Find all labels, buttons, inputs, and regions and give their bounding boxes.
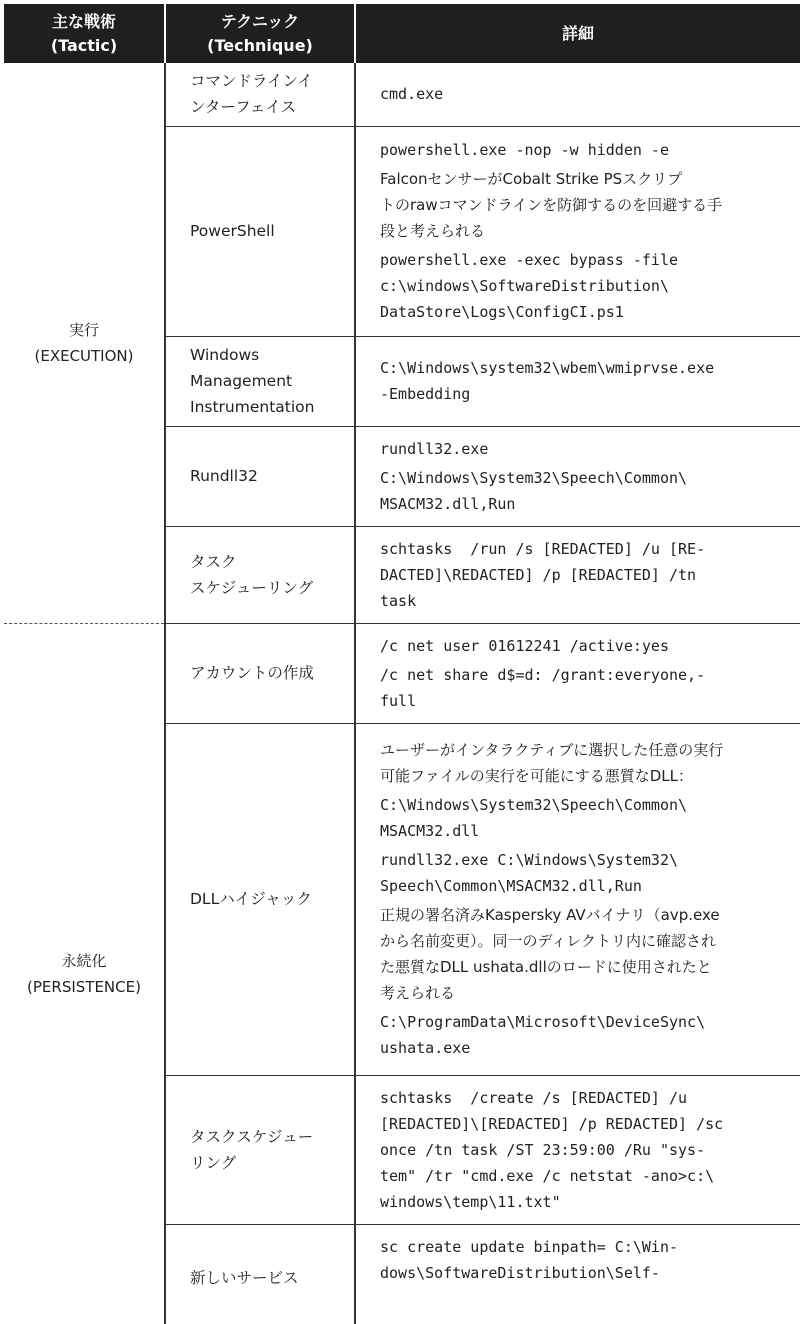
- detail-cell: [355, 623, 800, 723]
- header-tactic-jp: 主な戦術: [51, 11, 116, 31]
- command-text: [380, 137, 792, 163]
- detail-line: トのrawコマンドラインを防御するのを回避する手: [380, 196, 723, 214]
- detail-line: [REDACTED]\[REDACTED] /p REDACTED] /sc: [380, 1114, 724, 1133]
- detail-line: full: [380, 691, 417, 710]
- command-text: [380, 633, 792, 659]
- detail-line: -Embedding: [380, 385, 471, 403]
- detail-line: 考えられる: [380, 984, 456, 1002]
- detail-line: DataStore\Logs\ConfigCI.ps1: [380, 303, 624, 321]
- header-detail: [355, 4, 800, 63]
- technique-cell: [165, 336, 355, 426]
- table-row: [4, 623, 800, 723]
- detail-line: Speech\Common\MSACM32.dll,Run: [380, 877, 642, 895]
- tactic-cell-persistence: [4, 623, 165, 1324]
- technique-label: DLLハイジャック: [190, 890, 312, 908]
- header-tactic-en: (Tactic): [50, 35, 118, 55]
- detail-line: 段と考えられる: [380, 222, 486, 240]
- description-text: [380, 902, 792, 1006]
- detail-line: tem" /tr "cmd.exe /c netstat -ano>c:\: [380, 1166, 715, 1185]
- technique-label: リング: [190, 1153, 237, 1172]
- technique-cell: [165, 426, 355, 526]
- detail-line: MSACM32.dll: [380, 822, 480, 840]
- command-text: [380, 355, 792, 407]
- tactic-execution-en: (EXECUTION): [34, 346, 134, 365]
- detail-line: から名前変更）。同一のディレクトリ内に確認され: [380, 932, 717, 950]
- detail-line: /c net user 01612241 /active:yes: [380, 636, 669, 655]
- technique-label: スケジューリング: [190, 578, 314, 597]
- technique-label: コマンドラインイ: [190, 72, 313, 91]
- detail-cell: [355, 426, 800, 526]
- detail-line: C:\Windows\System32\Speech\Common\: [380, 796, 688, 814]
- detail-line: powershell.exe -nop -w hidden -e: [380, 141, 669, 159]
- detail-line: dows\SoftwareDistribution\Self-: [380, 1263, 660, 1282]
- detail-line: c:\windows\SoftwareDistribution\: [380, 277, 669, 295]
- command-text: [380, 465, 792, 517]
- detail-cell: [355, 336, 800, 426]
- detail-line: powershell.exe -exec bypass -file: [380, 251, 679, 269]
- detail-line: rundll32.exe: [380, 439, 489, 458]
- header-technique-jp: テクニック: [220, 11, 300, 31]
- command-text: [380, 1085, 792, 1215]
- detail-line: rundll32.exe C:\Windows\System32\: [380, 851, 679, 869]
- header-technique: [165, 4, 355, 63]
- header-technique-en: (Technique): [207, 35, 313, 55]
- description-text: [380, 737, 792, 789]
- table-header-row: [4, 4, 800, 63]
- tactic-execution-jp: 実行: [68, 320, 99, 339]
- detail-line: MSACM32.dll,Run: [380, 494, 516, 513]
- detail-line: C:\Windows\System32\Speech\Common\: [380, 468, 688, 487]
- technique-cell: [165, 623, 355, 723]
- attack-technique-table: [4, 4, 800, 1324]
- detail-line: once /tn task /ST 23:59:00 /Ru "sys-: [380, 1140, 706, 1159]
- tactic-cell-execution: [4, 63, 165, 623]
- detail-cell: [355, 526, 800, 623]
- command-text: [380, 1234, 792, 1286]
- detail-line: DACTED]\REDACTED] /p [REDACTED] /tn: [380, 565, 697, 584]
- technique-label: タスク: [190, 552, 237, 571]
- tactic-persistence-en: (PERSISTENCE): [27, 977, 141, 996]
- technique-cell: [165, 63, 355, 126]
- command-text: [380, 247, 792, 325]
- technique-label: アカウントの作成: [190, 664, 314, 682]
- technique-label: Management: [190, 372, 293, 390]
- detail-cell: [355, 126, 800, 336]
- detail-line: windows\temp\11.txt": [380, 1192, 561, 1211]
- detail-line: schtasks /run /s [REDACTED] /u [RE-: [380, 539, 706, 558]
- command-text: [380, 536, 792, 614]
- detail-line: /c net share d$=d: /grant:everyone,-: [380, 665, 706, 684]
- detail-line: sc create update binpath= C:\Win-: [380, 1237, 679, 1256]
- technique-label: タスクスケジュー: [190, 1127, 314, 1146]
- detail-cell: [355, 63, 800, 126]
- command-text: [380, 436, 792, 462]
- detail-line: 正規の署名済みKaspersky AVバイナリ（avp.exe: [380, 906, 720, 924]
- technique-cell: [165, 1224, 355, 1324]
- detail-line: C:\Windows\system32\wbem\wmiprvse.exe: [380, 359, 715, 377]
- technique-label: ンターフェイス: [190, 98, 297, 117]
- detail-line: た悪質なDLL ushata.dllのロードに使用されたと: [380, 958, 712, 976]
- command-text: [380, 792, 792, 844]
- command-text: [380, 662, 792, 714]
- detail-line: ushata.exe: [380, 1039, 471, 1057]
- detail-cell: [355, 1224, 800, 1324]
- detail-cell: [355, 1075, 800, 1224]
- detail-line: ユーザーがインタラクティブに選択した任意の実行: [380, 741, 724, 759]
- detail-line: 可能ファイルの実行を可能にする悪質なDLL：: [380, 767, 693, 785]
- detail-line: task: [380, 591, 417, 610]
- command-text: [380, 847, 792, 899]
- command-text: [380, 1009, 792, 1061]
- detail-cell: [355, 723, 800, 1075]
- technique-cell: [165, 126, 355, 336]
- technique-label: PowerShell: [190, 222, 275, 240]
- tactic-persistence-jp: 永続化: [61, 951, 107, 970]
- detail-line: C:\ProgramData\Microsoft\DeviceSync\: [380, 1013, 706, 1031]
- command-text: [380, 81, 792, 107]
- technique-cell: [165, 723, 355, 1075]
- detail-line: cmd.exe: [380, 85, 444, 104]
- technique-label: Rundll32: [190, 467, 258, 485]
- technique-label: Windows: [190, 346, 260, 364]
- detail-line: FalconセンサーがCobalt Strike PSスクリプ: [380, 170, 683, 188]
- description-text: [380, 166, 792, 244]
- header-tactic: [4, 4, 165, 63]
- technique-cell: [165, 1075, 355, 1224]
- detail-line: schtasks /create /s [REDACTED] /u: [380, 1088, 688, 1107]
- technique-label: Instrumentation: [190, 398, 315, 416]
- technique-label: 新しいサービス: [190, 1268, 299, 1287]
- technique-cell: [165, 526, 355, 623]
- header-detail-label: 詳細: [561, 23, 594, 43]
- table-row: [4, 63, 800, 126]
